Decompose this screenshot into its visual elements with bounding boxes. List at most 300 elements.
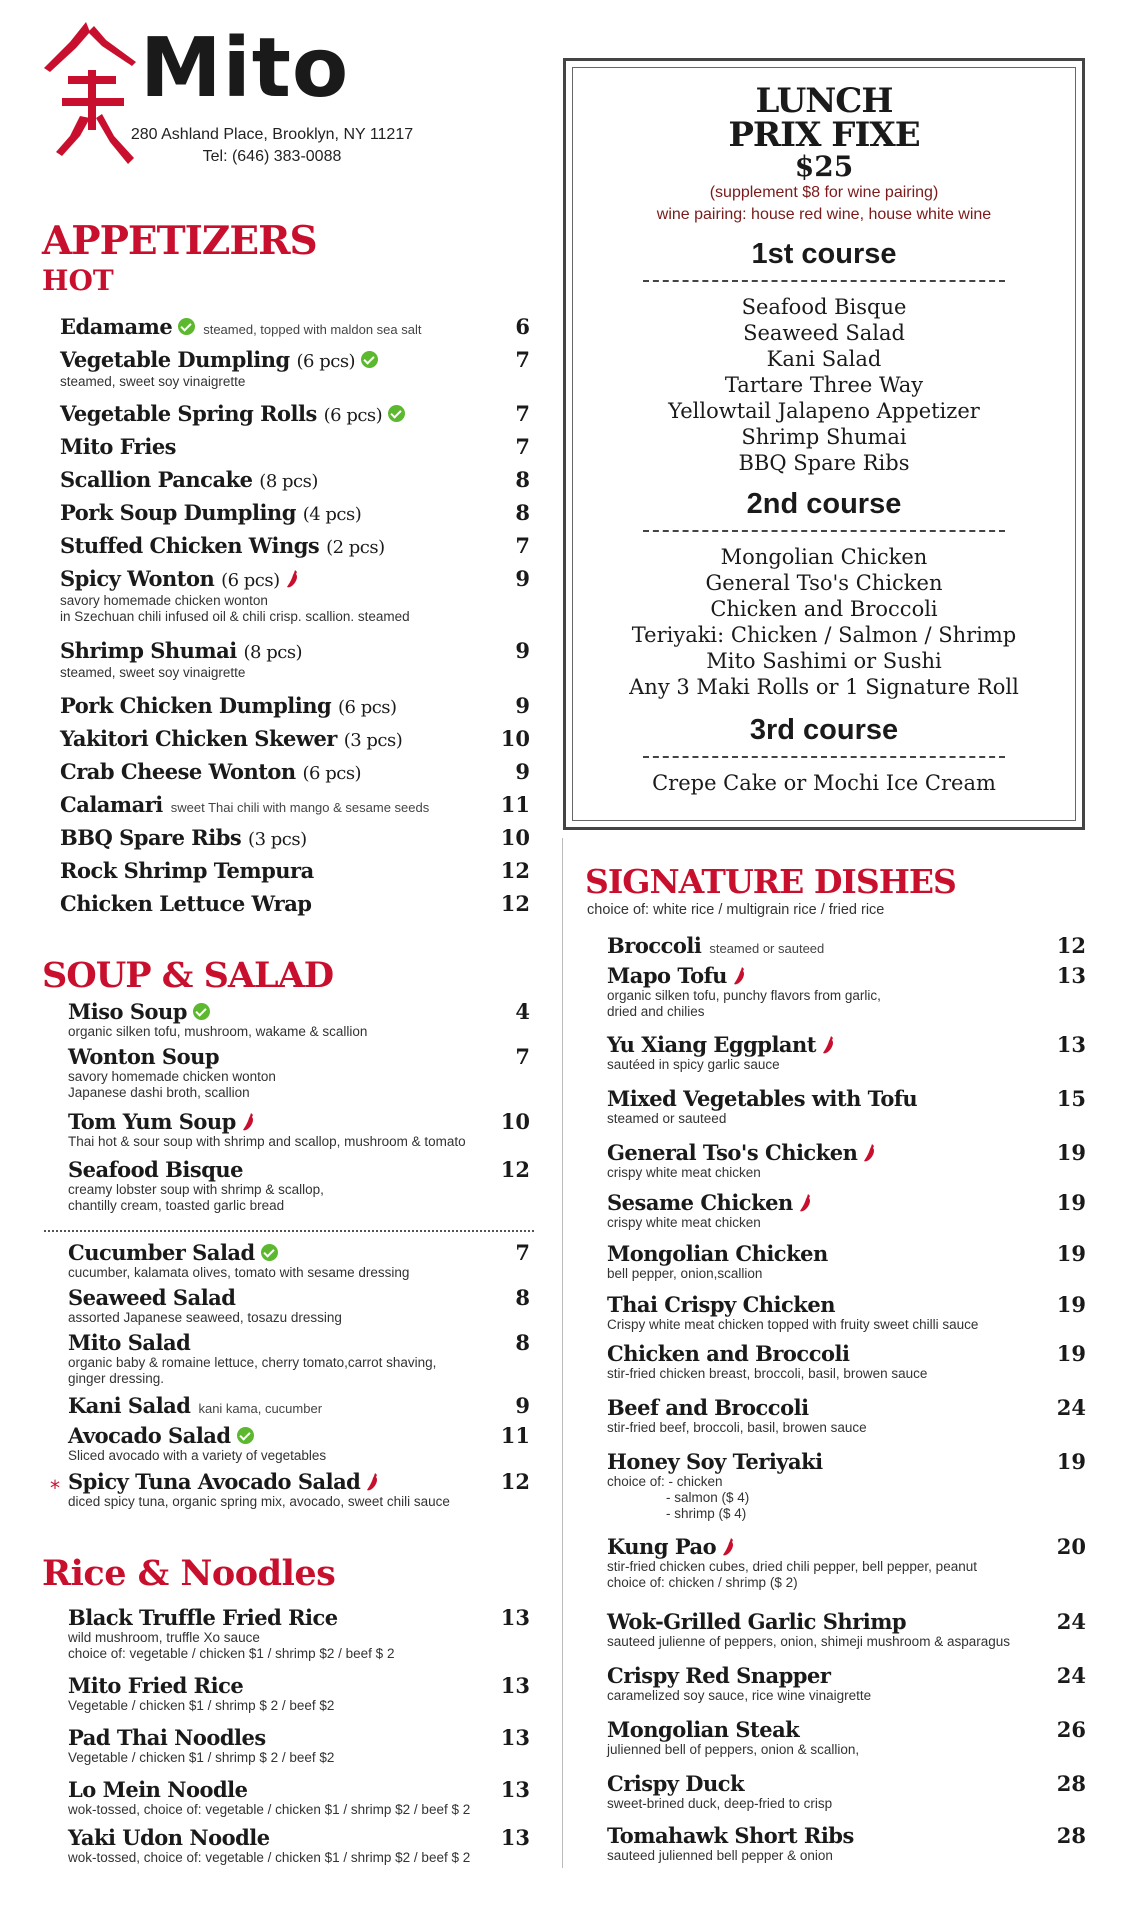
item-price: 19	[1056, 1241, 1086, 1266]
item-description: julienned bell of peppers, onion & scallion,	[607, 1742, 860, 1757]
item-price: 6	[515, 314, 530, 339]
item-name: Black Truffle Fried Rice	[68, 1605, 338, 1630]
item-pieces: (6 pcs)	[323, 405, 383, 426]
item-name-line	[607, 1342, 927, 1366]
item-price: 24	[1056, 1609, 1086, 1634]
appetizer-item	[60, 402, 405, 428]
rice-noodle-item	[68, 1826, 470, 1866]
soup-salad-item	[68, 1424, 326, 1464]
item-name: Wok-Grilled Garlic Shrimp	[607, 1609, 907, 1634]
item-inline-note: steamed, topped with maldon sea salt	[203, 322, 422, 337]
item-pieces: (8 pcs)	[243, 642, 303, 663]
appetizer-item	[60, 315, 421, 342]
item-name: Kung Pao	[607, 1534, 717, 1559]
teriyaki-option: - salmon ($ 4)	[666, 1490, 750, 1505]
address: 280 Ashland Place, Brooklyn, NY 11217	[130, 126, 414, 143]
item-name: Mito Fried Rice	[68, 1673, 244, 1698]
item-description: diced spicy tuna, organic spring mix, avocado, sweet chili sauce	[68, 1494, 450, 1509]
rice-noodle-item	[68, 1726, 334, 1766]
item-name: Mongolian Steak	[607, 1717, 800, 1742]
item-name-line	[60, 727, 402, 753]
item-name: Miso Soup	[68, 999, 187, 1024]
item-name-line	[607, 934, 824, 961]
appetizer-item	[60, 859, 314, 883]
item-name-line	[60, 468, 318, 494]
item-name-line	[68, 1286, 342, 1310]
item-inline-note: kani kama, cucumber	[198, 1401, 323, 1416]
item-price: 12	[500, 891, 530, 916]
item-price: 19	[1056, 1140, 1086, 1165]
course-dashed-divider	[643, 530, 1005, 532]
signature-dish-item	[607, 934, 824, 961]
signature-dish-item	[607, 1242, 828, 1282]
item-price: 8	[515, 467, 530, 492]
item-name-line	[60, 892, 312, 916]
soup-salad-divider	[44, 1230, 534, 1232]
item-price: 8	[515, 500, 530, 525]
item-name: Crispy Duck	[607, 1771, 745, 1796]
item-name: Chicken Lettuce Wrap	[60, 891, 312, 916]
item-name-line	[60, 760, 361, 786]
item-description: wok-tossed, choice of: vegetable / chicken $1 / shrimp $2 / beef $ 2	[68, 1850, 471, 1865]
appetizer-item	[60, 468, 318, 494]
course-item: Chicken and Broccoli	[710, 597, 938, 621]
item-name: Sesame Chicken	[607, 1190, 793, 1215]
item-price: 13	[1056, 963, 1086, 988]
item-name: Honey Soy Teriyaki	[607, 1449, 823, 1474]
spicy-chili-icon	[722, 1537, 736, 1557]
item-description: sauteed julienned bell pepper & onion	[607, 1848, 833, 1863]
item-name: Pork Chicken Dumpling	[60, 693, 332, 718]
soup-salad-item	[68, 1000, 367, 1040]
signature-dish-item	[607, 1396, 867, 1436]
item-name: Mixed Vegetables with Tofu	[607, 1086, 918, 1111]
item-price: 7	[515, 533, 530, 558]
item-name: BBQ Spare Ribs	[60, 825, 242, 850]
item-price: 13	[500, 1777, 530, 1802]
item-price: 11	[500, 1423, 530, 1448]
item-name: Stuffed Chicken Wings	[60, 533, 320, 558]
course-item: Seafood Bisque	[741, 295, 907, 319]
item-description: stir-fried chicken breast, broccoli, basil, browen sauce	[607, 1366, 928, 1381]
item-price: 9	[515, 566, 530, 591]
item-description: sauteed julienne of peppers, onion, shimeji mushroom & asparagus	[607, 1634, 1010, 1649]
item-description: organic baby & romaine lettuce, cherry tomato,carrot shaving,	[68, 1355, 437, 1370]
item-description: savory homemade chicken wonton	[60, 593, 268, 608]
item-price: 20	[1056, 1534, 1086, 1559]
course-title: 3rd course	[749, 714, 899, 746]
item-description: creamy lobster soup with shrimp & scallop,	[68, 1182, 324, 1197]
item-name-line	[607, 1293, 978, 1317]
appetizer-item	[60, 534, 385, 560]
signature-dish-item	[607, 1033, 836, 1073]
appetizer-item	[60, 348, 378, 390]
item-name-line	[68, 1331, 436, 1355]
item-name-line	[68, 1726, 334, 1750]
item-name: Wonton Soup	[68, 1044, 220, 1069]
item-name-line	[60, 501, 361, 527]
item-name-line	[68, 1241, 409, 1265]
item-name-line	[60, 402, 405, 428]
item-description-line2: choice of: chicken / shrimp ($ 2)	[607, 1575, 798, 1590]
item-name-line	[607, 1141, 877, 1165]
item-name: Beef and Broccoli	[607, 1395, 809, 1420]
item-name: Spicy Wonton	[60, 566, 215, 591]
vegetarian-check-icon	[261, 1244, 278, 1261]
signature-dish-item	[607, 1718, 859, 1758]
item-pieces: (6 pcs)	[296, 351, 356, 372]
course-item: Crepe Cake or Mochi Ice Cream	[652, 771, 996, 795]
item-price: 12	[500, 1469, 530, 1494]
item-name: General Tso's Chicken	[607, 1140, 858, 1165]
course-item: Shrimp Shumai	[741, 425, 907, 449]
soup-salad-item	[68, 1241, 409, 1281]
soup-salad-item	[68, 1470, 450, 1510]
rice-noodles-title: Rice & Noodles	[42, 1553, 336, 1594]
appetizer-item	[60, 760, 361, 786]
item-name: Shrimp Shumai	[60, 638, 237, 663]
item-name: Tom Yum Soup	[68, 1109, 236, 1134]
item-price: 9	[515, 638, 530, 663]
item-name: Calamari	[60, 792, 163, 817]
item-description: steamed or sauteed	[607, 1111, 727, 1126]
item-name-line	[68, 1826, 470, 1850]
signature-dish-item	[607, 1293, 978, 1333]
appetizer-item	[60, 639, 302, 681]
course-item: General Tso's Chicken	[705, 571, 943, 595]
item-name-line	[68, 1110, 466, 1134]
item-name: Pork Soup Dumpling	[60, 500, 296, 525]
item-name: Tomahawk Short Ribs	[607, 1823, 854, 1848]
address-block	[92, 124, 452, 168]
course-item: Any 3 Maki Rolls or 1 Signature Roll	[629, 675, 1019, 699]
signature-dish-item	[607, 1772, 832, 1812]
item-description: crispy white meat chicken	[607, 1215, 761, 1230]
item-name-line	[607, 1450, 823, 1474]
item-description: Vegetable / chicken $1 / shrimp $ 2 / beef $2	[68, 1698, 335, 1713]
logo-wordmark: Mito	[140, 21, 350, 116]
item-name-line	[68, 1778, 470, 1802]
appetizer-item	[60, 892, 312, 916]
soup-salad-item	[68, 1158, 324, 1214]
item-name-line	[68, 1158, 324, 1182]
item-name-line	[607, 1396, 867, 1420]
spicy-chili-icon	[799, 1193, 813, 1213]
soup-salad-item	[68, 1394, 322, 1421]
item-price: 19	[1056, 1190, 1086, 1215]
item-description: steamed, sweet soy vinaigrette	[60, 665, 246, 680]
appetizer-item	[60, 793, 429, 820]
item-name: Spicy Tuna Avocado Salad	[68, 1469, 361, 1494]
signature-dish-item	[607, 1610, 1010, 1650]
item-name-line	[607, 1664, 871, 1688]
item-name: Rock Shrimp Tempura	[60, 858, 314, 883]
appetizer-item	[60, 567, 410, 625]
signature-dish-item	[607, 1450, 823, 1490]
item-price: 7	[515, 347, 530, 372]
item-name-line	[60, 694, 397, 720]
item-description: wok-tossed, choice of: vegetable / chicken $1 / shrimp $2 / beef $ 2	[68, 1802, 471, 1817]
spicy-chili-icon	[822, 1035, 836, 1055]
item-price: 12	[1056, 933, 1086, 958]
item-name: Yaki Udon Noodle	[68, 1825, 270, 1850]
item-price: 13	[1056, 1032, 1086, 1057]
item-name: Lo Mein Noodle	[68, 1777, 248, 1802]
course-item: Mongolian Chicken	[720, 545, 928, 569]
item-name-line	[607, 1191, 813, 1215]
soup-salad-title: SOUP & SALAD	[42, 955, 334, 996]
item-pieces: (2 pcs)	[326, 537, 385, 558]
appetizer-item	[60, 501, 361, 527]
item-name: Pad Thai Noodles	[68, 1725, 266, 1750]
signature-dish-item	[607, 1141, 877, 1181]
item-name: Seaweed Salad	[68, 1285, 236, 1310]
lunch-prix-fixe-box	[563, 58, 1085, 830]
item-description-line2: choice of: vegetable / chicken $1 / shrimp $2 / beef $ 2	[68, 1646, 395, 1661]
item-price: 4	[515, 999, 530, 1024]
item-name-line	[68, 1000, 367, 1024]
item-price: 12	[500, 858, 530, 883]
signature-dish-item	[607, 1087, 917, 1127]
rice-noodle-item	[68, 1606, 394, 1662]
course-item: Yellowtail Jalapeno Appetizer	[668, 399, 980, 423]
item-name: Thai Crispy Chicken	[607, 1292, 835, 1317]
item-name: Cucumber Salad	[68, 1240, 255, 1265]
item-description: organic silken tofu, punchy flavors from garlic,	[607, 988, 881, 1003]
item-price: 24	[1056, 1395, 1086, 1420]
course-item: BBQ Spare Ribs	[738, 451, 910, 475]
prix-fixe-price: $25	[794, 150, 854, 183]
item-name: Edamame	[60, 314, 173, 339]
item-name-line	[68, 1606, 394, 1630]
item-price: 10	[500, 1109, 530, 1134]
item-price: 12	[500, 1157, 530, 1182]
item-description: crispy white meat chicken	[607, 1165, 761, 1180]
item-description: savory homemade chicken wonton	[68, 1069, 276, 1084]
item-name-line	[60, 859, 314, 883]
signature-dish-item	[607, 1824, 854, 1864]
phone: Tel: (646) 383-0088	[202, 148, 342, 165]
item-name: Mito Salad	[68, 1330, 191, 1355]
item-name-line	[607, 1610, 1010, 1634]
item-pieces: (8 pcs)	[259, 471, 318, 492]
rice-noodle-item	[68, 1778, 470, 1818]
item-price: 19	[1056, 1449, 1086, 1474]
course-title: 2nd course	[746, 488, 902, 520]
item-pieces: (3 pcs)	[343, 730, 403, 751]
item-name-line	[60, 567, 410, 593]
course-item: Mito Sashimi or Sushi	[706, 649, 942, 673]
item-name: Chicken and Broccoli	[607, 1341, 850, 1366]
item-name-line	[607, 1033, 836, 1057]
item-name-line	[607, 1772, 832, 1796]
course-dashed-divider	[643, 756, 1005, 758]
item-pieces: (4 pcs)	[302, 504, 362, 525]
item-name: Seafood Bisque	[68, 1157, 244, 1182]
item-name: Mongolian Chicken	[607, 1241, 828, 1266]
item-price: 7	[515, 1044, 530, 1069]
spicy-chili-icon	[733, 966, 747, 986]
course-item: Tartare Three Way	[724, 373, 924, 397]
item-description: stir-fried beef, broccoli, basil, browen sauce	[607, 1420, 867, 1435]
item-inline-note: steamed or sauteed	[709, 941, 825, 956]
item-description-line2: dried and chilies	[607, 1004, 705, 1019]
item-price: 13	[500, 1725, 530, 1750]
soup-salad-item	[68, 1286, 342, 1326]
course-item: Kani Salad	[766, 347, 882, 371]
item-name-line	[607, 1718, 859, 1742]
item-name-line	[60, 534, 385, 560]
item-price: 7	[515, 1240, 530, 1265]
vegetarian-check-icon	[388, 405, 405, 422]
prix-fixe-inner-border	[572, 67, 1076, 821]
item-description: Vegetable / chicken $1 / shrimp $ 2 / beef $2	[68, 1750, 335, 1765]
item-name: Mapo Tofu	[607, 963, 727, 988]
prix-fixe-wine-pairing: wine pairing: house red wine, house white wine	[656, 206, 992, 223]
course-title: 1st course	[751, 238, 897, 270]
prix-fixe-supplement: (supplement $8 for wine pairing)	[709, 184, 939, 201]
column-divider	[562, 838, 563, 1868]
signature-dish-item	[607, 1191, 813, 1231]
item-price: 15	[1056, 1086, 1086, 1111]
item-price: 10	[500, 726, 530, 751]
spicy-chili-icon	[863, 1143, 877, 1163]
item-description: bell pepper, onion,scallion	[607, 1266, 763, 1281]
spicy-chili-icon	[286, 569, 300, 589]
course-dashed-divider	[643, 280, 1005, 282]
item-name-line	[607, 1824, 854, 1848]
teriyaki-option: - shrimp ($ 4)	[666, 1506, 747, 1521]
item-price: 8	[515, 1330, 530, 1355]
item-price: 19	[1056, 1341, 1086, 1366]
item-description-line2: in Szechuan chili infused oil & chili crisp. scallion. steamed	[60, 609, 410, 624]
signature-dishes-title: SIGNATURE DISHES	[585, 862, 956, 901]
item-price: 9	[515, 693, 530, 718]
item-price: 8	[515, 1285, 530, 1310]
item-name: Yakitori Chicken Skewer	[60, 726, 337, 751]
item-name-line	[60, 315, 421, 342]
item-price: 26	[1056, 1717, 1086, 1742]
item-inline-note: sweet Thai chili with mango & sesame seeds	[170, 800, 430, 815]
item-name: Crispy Red Snapper	[607, 1663, 831, 1688]
item-pieces: (6 pcs)	[338, 697, 397, 718]
signature-dish-item	[607, 964, 881, 1020]
item-description: assorted Japanese seaweed, tosazu dressing	[68, 1310, 342, 1325]
item-description: choice of: - chicken	[607, 1474, 723, 1489]
soup-salad-item	[68, 1331, 436, 1387]
appetizers-title: APPETIZERS	[42, 218, 317, 264]
item-description: cucumber, kalamata olives, tomato with sesame dressing	[68, 1265, 410, 1280]
item-description: stir-fried chicken cubes, dried chili pepper, bell pepper, peanut	[607, 1559, 977, 1574]
item-price: 10	[500, 825, 530, 850]
rice-noodle-item	[68, 1674, 334, 1714]
item-name: Vegetable Dumpling	[60, 347, 290, 372]
item-name: Mito Fries	[60, 434, 177, 459]
prix-fixe-title-line2: PRIX FIXE	[728, 115, 920, 155]
item-name-line	[68, 1045, 276, 1069]
course-item: Teriyaki: Chicken / Salmon / Shrimp	[631, 623, 1017, 647]
restaurant-header	[40, 18, 480, 178]
vegetarian-check-icon	[361, 351, 378, 368]
item-name-line	[607, 964, 881, 988]
item-description: sweet-brined duck, deep-fried to crisp	[607, 1796, 833, 1811]
item-name-line	[607, 1087, 917, 1111]
item-name-line	[68, 1674, 334, 1698]
item-name: Yu Xiang Eggplant	[607, 1032, 816, 1057]
item-pieces: (3 pcs)	[248, 829, 307, 850]
signature-dish-item	[607, 1664, 871, 1704]
item-price: 11	[500, 792, 530, 817]
item-name-line	[60, 639, 302, 665]
item-name: Scallion Pancake	[60, 467, 253, 492]
vegetarian-check-icon	[193, 1003, 210, 1020]
item-price: 24	[1056, 1663, 1086, 1688]
item-name: Broccoli	[607, 933, 702, 958]
appetizer-item	[60, 826, 307, 852]
appetizers-hot-subtitle: HOT	[42, 264, 114, 297]
item-name: Vegetable Spring Rolls	[60, 401, 317, 426]
item-price: 19	[1056, 1292, 1086, 1317]
spicy-chili-icon	[242, 1112, 256, 1132]
appetizer-item	[60, 694, 397, 720]
item-name-line	[60, 793, 429, 820]
item-name-line	[60, 348, 378, 374]
item-price: 13	[500, 1605, 530, 1630]
item-description: steamed, sweet soy vinaigrette	[60, 374, 246, 389]
signature-dishes-subtitle: choice of: white rice / multigrain rice / fried rice	[587, 902, 885, 918]
item-price: 13	[500, 1825, 530, 1850]
item-price: 28	[1056, 1823, 1086, 1848]
item-name-line	[68, 1394, 322, 1421]
item-description: caramelized soy sauce, rice wine vinaigrette	[607, 1688, 872, 1703]
vegetarian-check-icon	[178, 318, 195, 335]
item-description: sautéed in spicy garlic sauce	[607, 1057, 780, 1072]
item-price: 7	[515, 401, 530, 426]
appetizer-item	[60, 727, 402, 753]
course-item: Seaweed Salad	[743, 321, 905, 345]
item-price: 9	[515, 759, 530, 784]
item-description: Sliced avocado with a variety of vegetables	[68, 1448, 327, 1463]
item-price: 7	[515, 434, 530, 459]
item-name-line	[60, 826, 307, 852]
item-name-line	[60, 435, 176, 459]
soup-salad-item	[68, 1045, 276, 1101]
soup-salad-item	[68, 1110, 466, 1150]
signature-dish-item	[607, 1342, 927, 1382]
appetizer-item	[60, 435, 176, 459]
item-description-line2: chantilly cream, toasted garlic bread	[68, 1198, 285, 1213]
item-name: Crab Cheese Wonton	[60, 759, 296, 784]
prix-fixe-title-line1: LUNCH	[755, 81, 893, 121]
item-description-line2: Japanese dashi broth, scallion	[68, 1085, 250, 1100]
spicy-asterisk: *	[50, 1476, 60, 1500]
item-description: Thai hot & sour soup with shrimp and scallop, mushroom & tomato	[68, 1134, 466, 1149]
item-description-line2: ginger dressing.	[68, 1371, 165, 1386]
item-pieces: (6 pcs)	[302, 763, 362, 784]
vegetarian-check-icon	[237, 1427, 254, 1444]
item-description: wild mushroom, truffle Xo sauce	[68, 1630, 260, 1645]
signature-dish-item	[607, 1535, 977, 1591]
item-name-line	[68, 1424, 326, 1448]
item-pieces: (6 pcs)	[221, 570, 280, 591]
item-name: Kani Salad	[68, 1393, 191, 1418]
item-name-line	[607, 1535, 977, 1559]
item-description: Crispy white meat chicken topped with fruity sweet chilli sauce	[607, 1317, 979, 1332]
item-name: Avocado Salad	[68, 1423, 231, 1448]
item-name-line	[68, 1470, 450, 1494]
item-price: 28	[1056, 1771, 1086, 1796]
spicy-chili-icon	[366, 1472, 380, 1492]
